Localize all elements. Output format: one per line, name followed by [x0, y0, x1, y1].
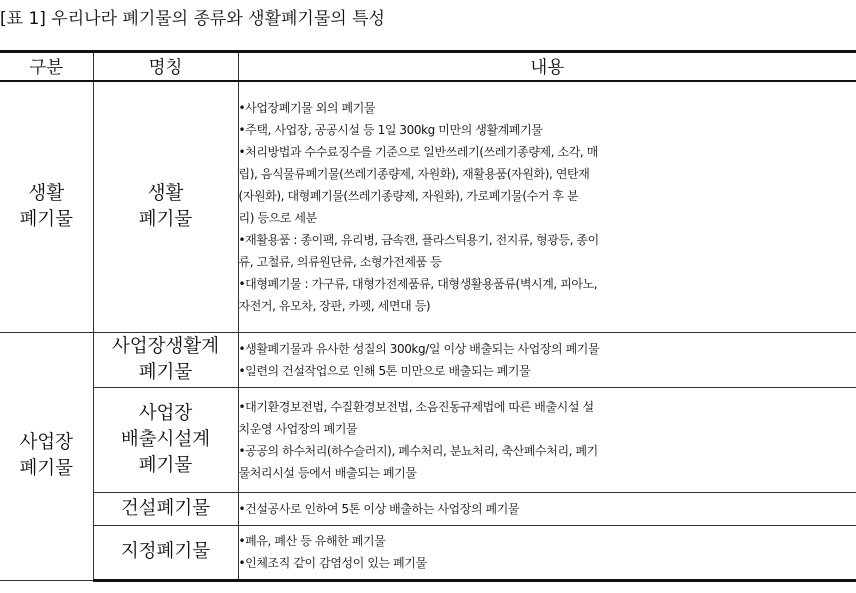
list-item	[239, 119, 856, 141]
list-item	[239, 552, 856, 574]
waste-types-table	[0, 50, 856, 582]
category-cell	[0, 332, 93, 580]
list-item	[239, 396, 856, 440]
table-row	[0, 525, 856, 580]
content-cell	[238, 492, 856, 525]
list-item	[239, 440, 856, 484]
category-label-line: 폐기물	[19, 208, 74, 230]
table-row	[0, 387, 856, 492]
name-label-line: 사업장	[138, 402, 193, 424]
content-line: 자전거, 유모차, 장판, 카펫, 세면대 등)	[238, 298, 431, 313]
list-item	[239, 97, 856, 119]
content-line: •대형폐기물 : 가구류, 대형가전제품류, 대형생활용품류(벽시계, 피아노,	[238, 276, 598, 291]
name-cell	[93, 81, 238, 332]
content-line: 류, 고철류, 의류원단류, 소형가전제품 등	[238, 254, 442, 269]
content-line: 치운영 사업장의 폐기물	[238, 421, 358, 436]
header-content: 내용	[238, 52, 856, 82]
list-item	[239, 338, 856, 360]
content-line: •인체조직 같이 감염성이 있는 폐기물	[238, 556, 427, 570]
content-line: •대기환경보전법, 수질환경보전법, 소음진동규제법에 따른 배출시설 설	[238, 399, 594, 414]
name-label-line: 지정폐기물	[120, 541, 211, 562]
content-cell	[238, 525, 856, 580]
content-line: •사업장폐기물 외의 폐기물	[238, 100, 376, 115]
list-item	[239, 273, 856, 317]
list-item	[239, 141, 856, 229]
content-line: •폐유, 폐산 등 유해한 폐기물	[238, 534, 386, 548]
category-label-line: 폐기물	[19, 458, 74, 479]
header-category: 구분	[0, 52, 93, 82]
content-cell	[238, 81, 856, 332]
table-row	[0, 332, 856, 387]
name-label-line: 사업장생활계	[111, 335, 220, 357]
list-item	[239, 530, 856, 552]
table-row	[0, 492, 856, 525]
content-line: •건설공사로 인하여 5톤 이상 배출하는 사업장의 폐기물	[238, 501, 520, 516]
content-line: 리) 등으로 세분	[238, 210, 317, 225]
content-line: •재활용품 : 종이팩, 유리병, 금속캔, 플라스틱용기, 전지류, 형광등, 종이	[238, 232, 599, 247]
name-label-line: 배출시설계	[120, 428, 211, 450]
content-cell	[238, 387, 856, 492]
header-name: 명칭	[93, 52, 238, 82]
name-cell	[93, 332, 238, 387]
list-item	[239, 229, 856, 273]
category-cell	[0, 81, 93, 332]
name-label-line: 건설폐기물	[120, 497, 211, 519]
name-cell	[93, 525, 238, 580]
content-line: •생활폐기물과 유사한 성질의 300kg/일 이상 배출되는 사업장의 폐기물	[238, 341, 600, 356]
name-label-line: 생활	[147, 182, 184, 204]
content-cell	[238, 332, 856, 387]
table-caption: [표 1] 우리나라 폐기물의 종류와 생활폐기물의 특성	[0, 9, 385, 29]
content-line: •처리방법과 수수료징수를 기준으로 일반쓰레기(쓰레기종량제, 소각, 매	[238, 144, 598, 159]
category-label-line: 사업장	[19, 432, 74, 453]
category-label-line: 생활	[28, 182, 65, 204]
content-line: 물처리시설 등에서 배출되는 폐기물	[238, 465, 417, 480]
name-cell	[93, 387, 238, 492]
table-row	[0, 81, 856, 332]
name-cell	[93, 492, 238, 525]
name-label-line: 폐기물	[138, 361, 193, 383]
content-line: (자원화), 대형폐기물(쓰레기종량제, 자원화), 가로폐기물(수거 후 분	[238, 188, 579, 203]
content-line: •공공의 하수처리(하수슬러지), 폐수처리, 분뇨처리, 축산폐수처리, 폐기	[238, 443, 598, 458]
name-label-line: 폐기물	[138, 208, 193, 230]
content-line: •주택, 사업장, 공공시설 등 1일 300kg 미만의 생활계폐기물	[238, 122, 543, 137]
content-line: •일련의 건설작업으로 인해 5톤 미만으로 배출되는 폐기물	[238, 363, 531, 378]
header-row	[0, 52, 856, 82]
name-label-line: 폐기물	[138, 454, 193, 476]
content-line: 립), 음식물류폐기물(쓰레기종량제, 자원화), 재활용품(자원화), 연탄재	[238, 166, 590, 181]
list-item	[239, 360, 856, 382]
list-item	[239, 498, 856, 520]
